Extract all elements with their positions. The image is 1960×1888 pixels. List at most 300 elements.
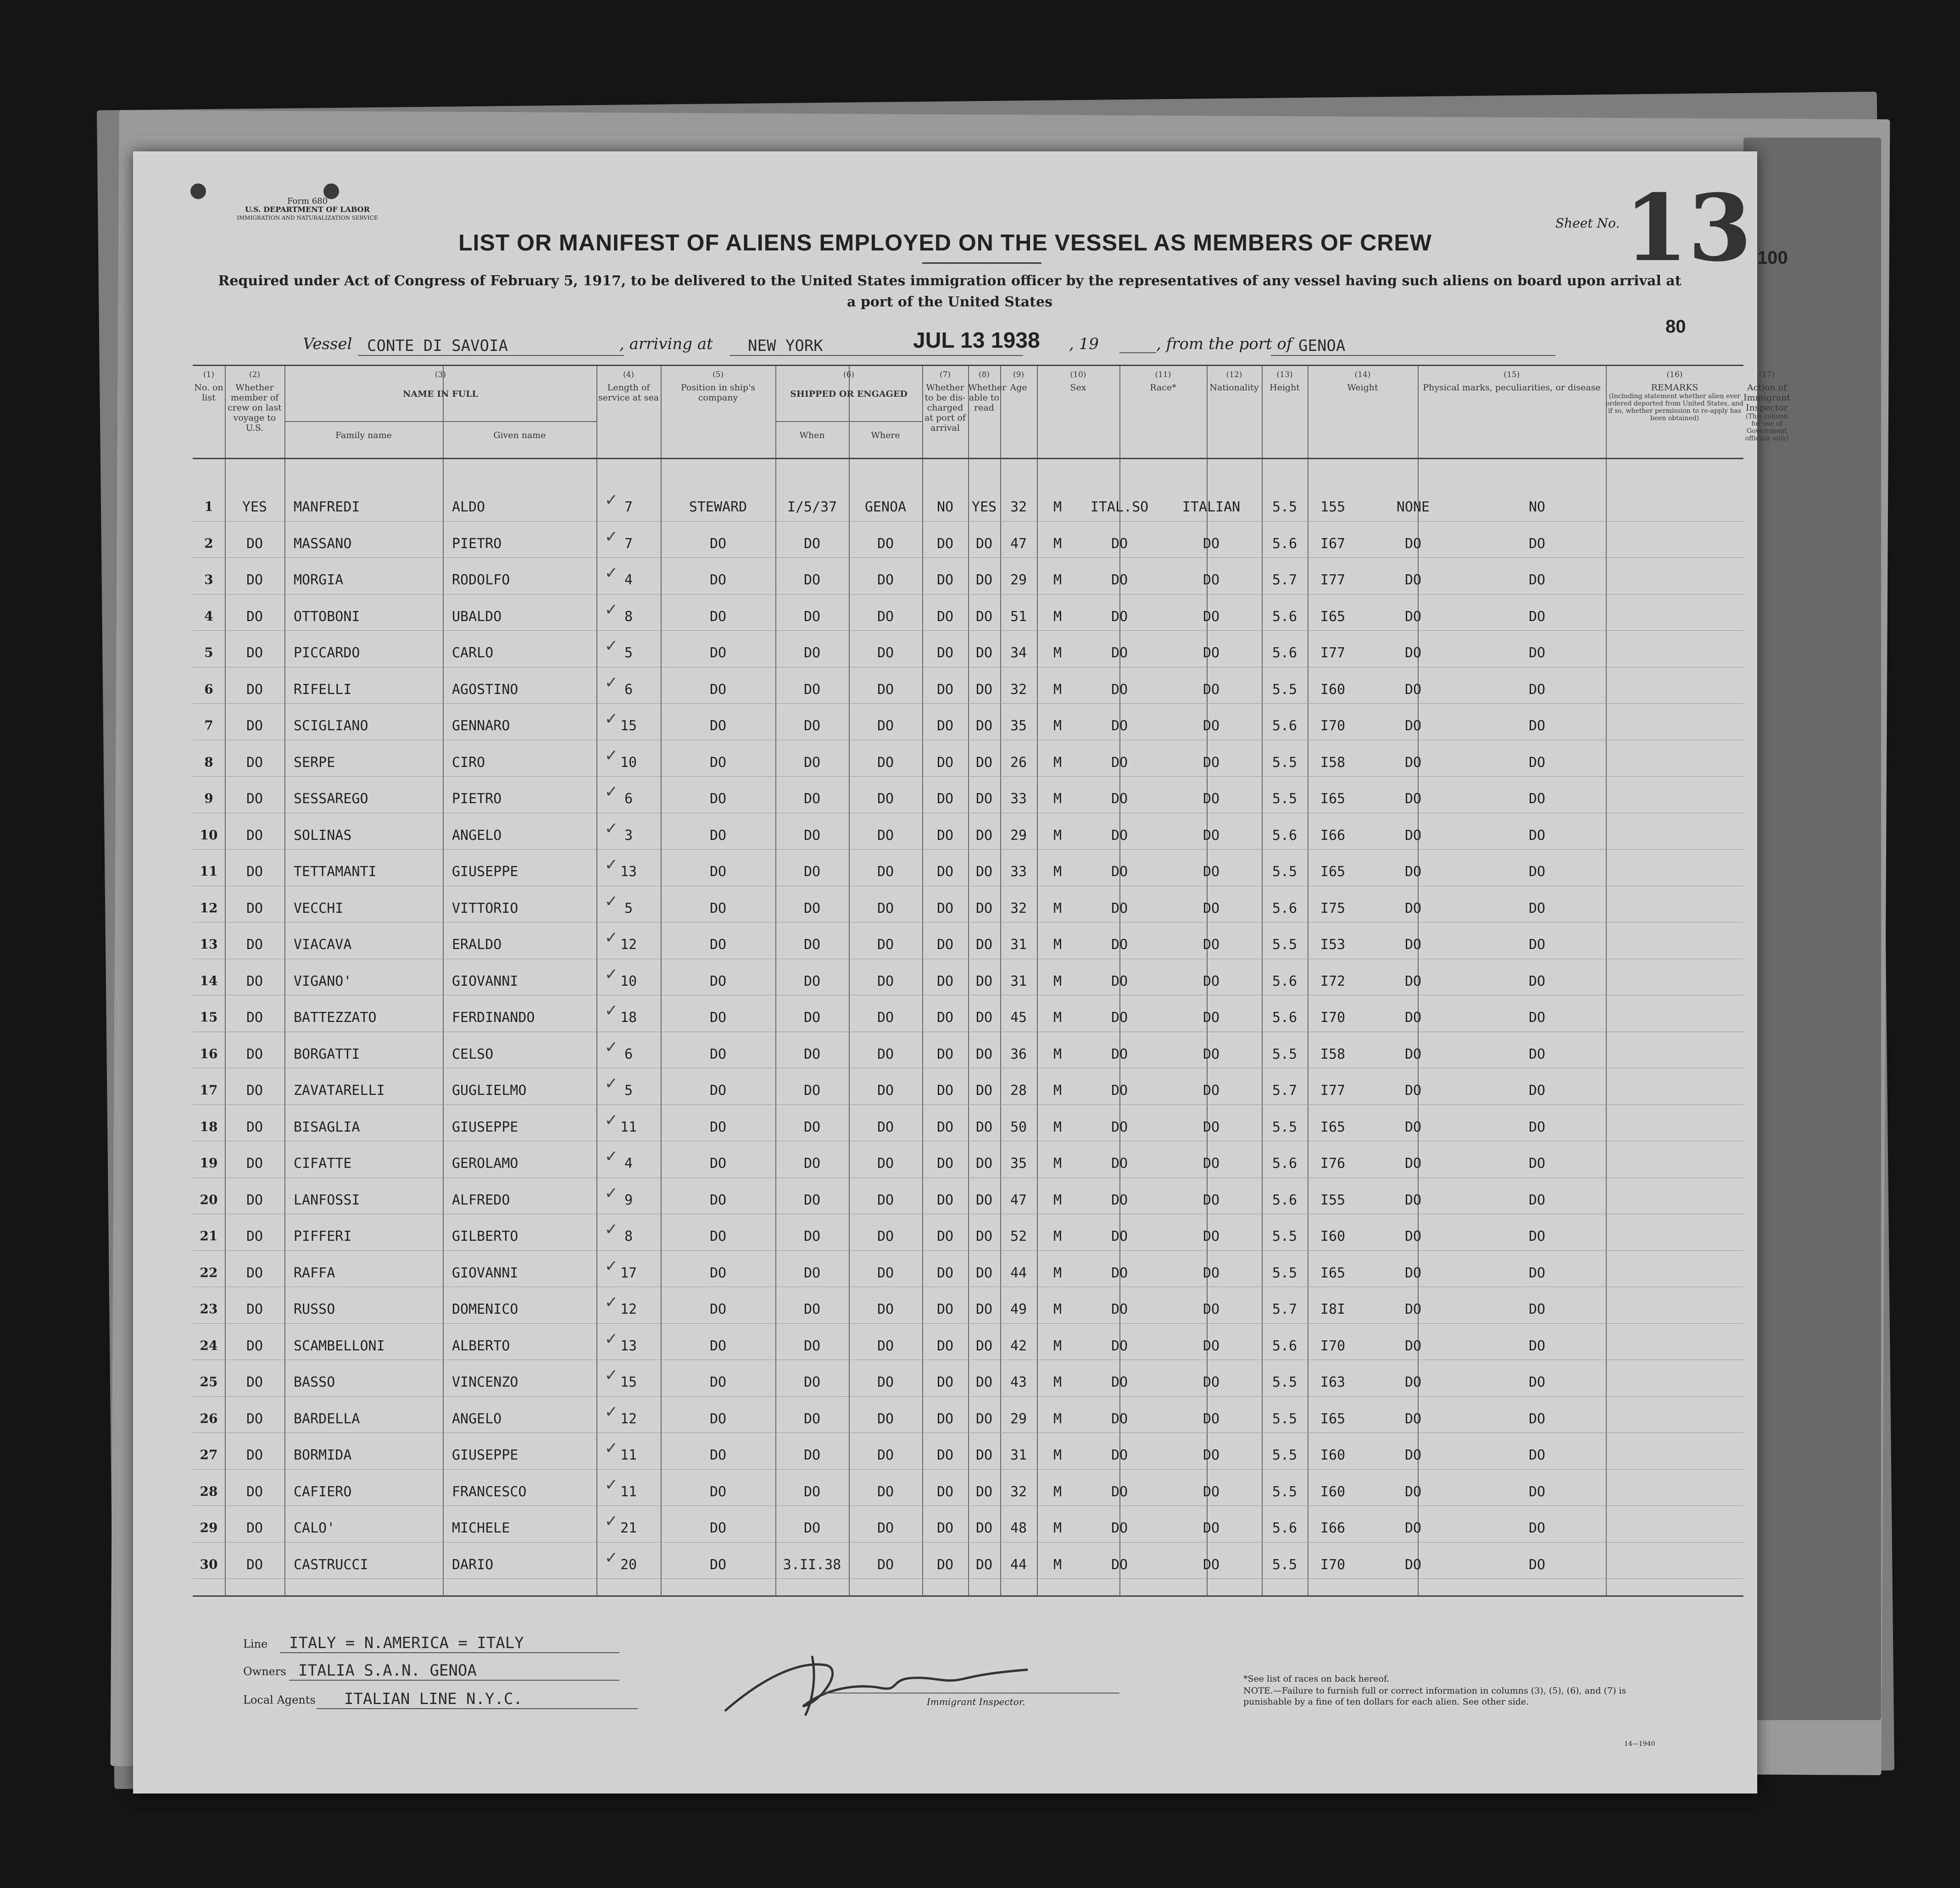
cell-no: 4 — [204, 608, 213, 624]
cell-read: DO — [975, 754, 993, 771]
cell-where: DO — [877, 1374, 894, 1390]
check-mark-icon: ✓ — [606, 1327, 617, 1349]
cell-no: 22 — [200, 1265, 218, 1280]
cell-position: DO — [709, 1520, 727, 1536]
cell-given: ANGELO — [452, 1410, 502, 1427]
cell-when: DO — [803, 864, 821, 880]
table-row — [193, 525, 1743, 572]
cell-sex: M — [1053, 572, 1062, 588]
cell-service: 15 — [620, 1374, 637, 1390]
cell-family: RAFFA — [294, 1265, 335, 1281]
cell-family: VIGANO' — [294, 973, 352, 989]
cell-given: RODOLFO — [452, 572, 510, 588]
column-subheader: Given name — [493, 430, 546, 440]
cell-read: DO — [975, 1374, 993, 1390]
cell-prev: DO — [246, 1265, 263, 1281]
cell-age: 49 — [1010, 1301, 1027, 1317]
column-label: Nationality — [1209, 383, 1259, 393]
cell-age: 48 — [1010, 1520, 1027, 1536]
cell-prev: DO — [246, 1520, 263, 1536]
table-row — [193, 598, 1743, 645]
cell-age: 31 — [1010, 973, 1027, 989]
check-mark-icon: ✓ — [606, 1182, 617, 1203]
cell-age: 32 — [1010, 681, 1027, 698]
table-row — [193, 854, 1743, 900]
cell-marks: DO — [1404, 754, 1422, 771]
cell-marks: DO — [1404, 1046, 1422, 1062]
cell-remarks: DO — [1528, 1046, 1546, 1062]
cell-read: DO — [975, 1010, 993, 1026]
cell-sex: M — [1053, 1046, 1062, 1062]
check-mark-icon: ✓ — [606, 1218, 617, 1239]
cell-service: 10 — [620, 754, 637, 771]
cell-position: DO — [709, 1119, 727, 1135]
cell-remarks: DO — [1528, 681, 1546, 698]
sheet-label: Sheet No. — [1555, 216, 1620, 231]
cell-weight: 155 — [1320, 499, 1346, 515]
cell-family: MORGIA — [294, 572, 344, 588]
cell-position: DO — [709, 1301, 727, 1317]
cell-given: PIETRO — [452, 791, 502, 807]
cell-where: DO — [877, 1301, 894, 1317]
cell-marks: DO — [1404, 864, 1422, 880]
cell-race: DO — [1111, 608, 1128, 625]
cell-age: 29 — [1010, 827, 1027, 844]
cell-service: 8 — [624, 1228, 633, 1244]
cell-nationality: DO — [1203, 1010, 1220, 1026]
cell-remarks: DO — [1528, 535, 1546, 552]
cell-nationality: ITALIAN — [1182, 499, 1241, 515]
cell-when: DO — [803, 791, 821, 807]
cell-nationality: DO — [1203, 1374, 1220, 1390]
cell-race: DO — [1111, 1301, 1128, 1317]
cell-given: CELSO — [452, 1046, 494, 1062]
cell-when: DO — [803, 1301, 821, 1317]
subheader-rule — [284, 421, 596, 422]
cell-position: DO — [709, 1556, 727, 1573]
cell-service: 18 — [620, 1010, 637, 1026]
cell-sex: M — [1053, 1010, 1062, 1026]
column-label: Sex — [1070, 383, 1086, 393]
cell-marks: DO — [1404, 1155, 1422, 1172]
column-number: (5) — [712, 370, 724, 379]
cell-prev: DO — [246, 973, 263, 989]
from-label: , from the port of — [1156, 335, 1292, 353]
cell-height: 5.6 — [1272, 608, 1297, 625]
cell-discharged: DO — [936, 973, 954, 989]
manifest-sheet — [133, 151, 1791, 1794]
cell-height: 5.6 — [1272, 1155, 1297, 1172]
cell-height: 5.5 — [1272, 791, 1297, 807]
check-mark-icon: ✓ — [606, 489, 617, 510]
cell-height: 5.5 — [1272, 1046, 1297, 1062]
from-port: GENOA — [1271, 337, 1555, 356]
cell-remarks: DO — [1528, 1410, 1546, 1427]
cell-no: 2 — [204, 535, 213, 551]
cell-read: DO — [975, 535, 993, 552]
cell-age: 32 — [1010, 900, 1027, 916]
cell-position: DO — [709, 827, 727, 844]
cell-weight: I77 — [1320, 572, 1346, 588]
cell-no: 1 — [204, 499, 213, 514]
table-row — [193, 963, 1743, 1010]
cell-prev: DO — [246, 1447, 263, 1463]
cell-no: 26 — [200, 1410, 218, 1426]
cell-height: 5.5 — [1272, 864, 1297, 880]
table-row — [193, 671, 1743, 718]
cell-height: 5.6 — [1272, 718, 1297, 734]
cell-family: MASSANO — [294, 535, 352, 552]
cell-weight: I75 — [1320, 900, 1346, 916]
cell-when: DO — [803, 1192, 821, 1208]
cell-age: 33 — [1010, 791, 1027, 807]
column-header — [661, 370, 775, 403]
cell-nationality: DO — [1203, 900, 1220, 916]
cell-nationality: DO — [1203, 1083, 1220, 1099]
cell-discharged: DO — [936, 645, 954, 661]
cell-service: 6 — [624, 681, 633, 698]
cell-prev: DO — [246, 754, 263, 771]
cell-sex: M — [1053, 754, 1062, 771]
cell-prev: DO — [246, 900, 263, 916]
check-mark-icon: ✓ — [606, 635, 617, 656]
cell-race: DO — [1111, 864, 1128, 880]
cell-position: DO — [709, 1338, 727, 1354]
cell-no: 10 — [200, 827, 218, 843]
cell-height: 5.5 — [1272, 1483, 1297, 1500]
cell-given: ALDO — [452, 499, 485, 515]
cell-service: 7 — [624, 499, 633, 515]
cell-weight: I77 — [1320, 1083, 1346, 1099]
cell-marks: DO — [1404, 900, 1422, 916]
cell-marks: DO — [1404, 1374, 1422, 1390]
cell-family: LANFOSSI — [294, 1192, 360, 1208]
cell-family: SESSAREGO — [294, 791, 368, 807]
cell-sex: M — [1053, 535, 1062, 552]
cell-no: 21 — [200, 1228, 218, 1244]
column-header — [775, 370, 922, 399]
arriving-port: NEW YORK — [729, 337, 1023, 356]
cell-marks: DO — [1404, 1010, 1422, 1026]
cell-race: DO — [1111, 1192, 1128, 1208]
cell-no: 27 — [200, 1447, 218, 1462]
table-row — [193, 1145, 1743, 1192]
cell-where: DO — [877, 1046, 894, 1062]
cell-sex: M — [1053, 1410, 1062, 1427]
cell-where: DO — [877, 1119, 894, 1135]
cell-prev: DO — [246, 1155, 263, 1172]
cell-service: 9 — [624, 1192, 633, 1208]
cell-service: 5 — [624, 645, 633, 661]
cell-marks: DO — [1404, 1447, 1422, 1463]
cell-given: GIUSEPPE — [452, 1119, 518, 1135]
cell-given: GIUSEPPE — [452, 1447, 518, 1463]
cell-height: 5.5 — [1272, 1556, 1297, 1573]
cell-height: 5.5 — [1272, 681, 1297, 698]
vessel-label: Vessel — [303, 335, 352, 353]
cell-position: DO — [709, 1410, 727, 1427]
cell-read: DO — [975, 1520, 993, 1536]
cell-read: DO — [975, 608, 993, 625]
cell-read: DO — [975, 1083, 993, 1099]
cell-service: 6 — [624, 1046, 633, 1062]
column-subheader: Where — [871, 430, 900, 440]
cell-marks: DO — [1404, 1083, 1422, 1099]
check-mark-icon: ✓ — [606, 671, 617, 693]
column-number: (8) — [978, 370, 990, 379]
owners-value: ITALIA S.A.N. GENOA — [289, 1661, 619, 1681]
cell-where: DO — [877, 827, 894, 844]
cell-race: DO — [1111, 791, 1128, 807]
cell-where: DO — [877, 1410, 894, 1427]
column-label: Action of Immigrant Inspector — [1743, 383, 1791, 413]
cell-when: DO — [803, 681, 821, 698]
cell-position: DO — [709, 608, 727, 625]
cell-age: 28 — [1010, 1083, 1027, 1099]
column-label: REMARKS — [1651, 383, 1698, 393]
cell-read: DO — [975, 1410, 993, 1427]
cell-no: 3 — [204, 572, 213, 587]
check-mark-icon: ✓ — [606, 963, 617, 984]
page-subtitle: Required under Act of Congress of February 5, 1917, to be delivered to the United States immigration officer by the representatives of any vessel having such aliens on board upon arrival at a port of the United States — [218, 273, 1682, 310]
cell-height: 5.6 — [1272, 1010, 1297, 1026]
cell-nationality: DO — [1203, 1265, 1220, 1281]
cell-discharged: DO — [936, 1155, 954, 1172]
check-mark-icon: ✓ — [606, 525, 617, 547]
cell-race: DO — [1111, 1447, 1128, 1463]
cell-no: 23 — [200, 1301, 218, 1316]
column-label: Whether to be dis-charged at port of arrival — [924, 383, 966, 433]
cell-when: DO — [803, 1410, 821, 1427]
cell-age: 32 — [1010, 499, 1027, 515]
cell-weight: I63 — [1320, 1374, 1346, 1390]
cell-remarks: DO — [1528, 1520, 1546, 1536]
cell-race: DO — [1111, 937, 1128, 953]
cell-remarks: DO — [1528, 1265, 1546, 1281]
cell-read: DO — [975, 1447, 993, 1463]
cell-position: DO — [709, 1228, 727, 1244]
cell-given: CARLO — [452, 645, 494, 661]
cell-sex: M — [1053, 608, 1062, 625]
cell-discharged: DO — [936, 1410, 954, 1427]
table-row — [193, 744, 1743, 791]
cell-no: 9 — [204, 791, 213, 806]
cell-given: UBALDO — [452, 608, 502, 625]
column-label: Height — [1270, 383, 1300, 393]
cell-position: DO — [709, 1374, 727, 1390]
cell-service: 4 — [624, 572, 633, 588]
cell-remarks: DO — [1528, 1483, 1546, 1500]
cell-position: DO — [709, 754, 727, 771]
cell-age: 29 — [1010, 572, 1027, 588]
cell-read: DO — [975, 900, 993, 916]
cell-service: 12 — [620, 1301, 637, 1317]
column-label: NAME IN FULL — [403, 389, 478, 399]
cell-where: DO — [877, 1192, 894, 1208]
cell-remarks: DO — [1528, 1010, 1546, 1026]
cell-where: DO — [877, 1265, 894, 1281]
cell-when: 3.II.38 — [783, 1556, 841, 1573]
table-row — [193, 817, 1743, 864]
races-note: *See list of races on back hereof. — [1243, 1674, 1390, 1684]
cell-remarks: NO — [1528, 499, 1546, 515]
cell-sex: M — [1053, 791, 1062, 807]
sheet-number: 13 — [1624, 174, 1752, 282]
column-label: Race* — [1150, 383, 1176, 393]
cell-discharged: DO — [936, 864, 954, 880]
cell-when: DO — [803, 535, 821, 552]
year-blank — [1119, 352, 1156, 353]
check-mark-icon: ✓ — [606, 1109, 617, 1130]
column-header — [1207, 370, 1262, 393]
cell-race: DO — [1111, 1083, 1128, 1099]
table-row — [193, 1473, 1743, 1521]
cell-weight: I53 — [1320, 937, 1346, 953]
column-number: (9) — [1013, 370, 1025, 379]
cell-race: DO — [1111, 1520, 1128, 1536]
cell-discharged: DO — [936, 718, 954, 734]
cell-weight: I65 — [1320, 1265, 1346, 1281]
column-number: (17) — [1759, 370, 1775, 379]
cell-sex: M — [1053, 900, 1062, 916]
cell-nationality: DO — [1203, 937, 1220, 953]
cell-height: 5.5 — [1272, 499, 1297, 515]
cell-age: 47 — [1010, 1192, 1027, 1208]
cell-remarks: DO — [1528, 1228, 1546, 1244]
cell-height: 5.7 — [1272, 572, 1297, 588]
cell-discharged: DO — [936, 827, 954, 844]
column-number: (4) — [623, 370, 635, 379]
cell-race: DO — [1111, 1410, 1128, 1427]
date-stamp: JUL 13 1938 — [913, 328, 1040, 353]
cell-read: DO — [975, 1046, 993, 1062]
agents-label: Local Agents — [243, 1694, 316, 1706]
cell-position: DO — [709, 1010, 727, 1026]
check-mark-icon: ✓ — [606, 708, 617, 729]
cell-sex: M — [1053, 1083, 1062, 1099]
cell-race: DO — [1111, 827, 1128, 844]
cell-marks: DO — [1404, 973, 1422, 989]
cell-prev: DO — [246, 791, 263, 807]
form-header — [188, 197, 427, 222]
cell-discharged: DO — [936, 1265, 954, 1281]
cell-no: 24 — [200, 1338, 218, 1353]
cell-race: DO — [1111, 1483, 1128, 1500]
cell-marks: DO — [1404, 1338, 1422, 1354]
cell-nationality: DO — [1203, 608, 1220, 625]
cell-height: 5.6 — [1272, 1338, 1297, 1354]
cell-given: GEROLAMO — [452, 1155, 518, 1172]
cell-discharged: DO — [936, 1556, 954, 1573]
cell-discharged: DO — [936, 900, 954, 916]
cell-prev: DO — [246, 535, 263, 552]
cell-weight: I8I — [1320, 1301, 1346, 1317]
cell-read: DO — [975, 681, 993, 698]
cell-given: ALFREDO — [452, 1192, 510, 1208]
cell-height: 5.6 — [1272, 1192, 1297, 1208]
cell-when: DO — [803, 1083, 821, 1099]
cell-discharged: DO — [936, 1338, 954, 1354]
cell-read: DO — [975, 973, 993, 989]
cell-age: 50 — [1010, 1119, 1027, 1135]
cell-sex: M — [1053, 1556, 1062, 1573]
column-number: (15) — [1503, 370, 1520, 379]
cell-age: 29 — [1010, 1410, 1027, 1427]
cell-remarks: DO — [1528, 973, 1546, 989]
cell-prev: DO — [246, 1483, 263, 1500]
cell-race: DO — [1111, 572, 1128, 588]
cell-nationality: DO — [1203, 827, 1220, 844]
cell-race: DO — [1111, 645, 1128, 661]
cell-weight: I70 — [1320, 1338, 1346, 1354]
cell-when: DO — [803, 718, 821, 734]
cell-given: ALBERTO — [452, 1338, 510, 1354]
agents-value: ITALIAN LINE N.Y.C. — [317, 1690, 638, 1709]
cell-given: ERALDO — [452, 937, 502, 953]
cell-when: DO — [803, 1447, 821, 1463]
cell-marks: DO — [1404, 1119, 1422, 1135]
cell-marks: DO — [1404, 827, 1422, 844]
cell-prev: DO — [246, 608, 263, 625]
cell-when: DO — [803, 1228, 821, 1244]
cell-no: 16 — [200, 1046, 218, 1061]
cell-read: DO — [975, 718, 993, 734]
cell-no: 17 — [200, 1083, 218, 1098]
cell-position: DO — [709, 1483, 727, 1500]
cell-prev: YES — [242, 499, 267, 515]
table-row — [193, 1510, 1743, 1557]
cell-when: DO — [803, 937, 821, 953]
cell-when: DO — [803, 754, 821, 771]
cell-given: FRANCESCO — [452, 1483, 527, 1500]
cell-remarks: DO — [1528, 864, 1546, 880]
cell-remarks: DO — [1528, 1155, 1546, 1172]
cell-height: 5.6 — [1272, 535, 1297, 552]
cell-race: DO — [1111, 1119, 1128, 1135]
column-subheader: When — [799, 430, 825, 440]
cell-family: PIFFERI — [294, 1228, 352, 1244]
check-mark-icon: ✓ — [606, 1072, 617, 1094]
cell-marks: DO — [1404, 1410, 1422, 1427]
cell-marks: DO — [1404, 681, 1422, 698]
cell-nationality: DO — [1203, 973, 1220, 989]
cell-where: DO — [877, 754, 894, 771]
table-row — [193, 635, 1743, 682]
cell-sex: M — [1053, 1265, 1062, 1281]
cell-weight: I60 — [1320, 1483, 1346, 1500]
cell-discharged: DO — [936, 572, 954, 588]
cell-family: CAFIERO — [294, 1483, 352, 1500]
cell-position: DO — [709, 791, 727, 807]
cell-age: 34 — [1010, 645, 1027, 661]
table-row — [193, 927, 1743, 973]
cell-weight: I65 — [1320, 1410, 1346, 1427]
cell-family: RUSSO — [294, 1301, 335, 1317]
cell-age: 31 — [1010, 937, 1027, 953]
cell-family: CASTRUCCI — [294, 1556, 368, 1573]
line-value: ITALY = N.AMERICA = ITALY — [280, 1634, 619, 1653]
cell-sex: M — [1053, 499, 1062, 515]
cell-discharged: DO — [936, 754, 954, 771]
cell-when: DO — [803, 1374, 821, 1390]
column-label: Weight — [1347, 383, 1378, 393]
column-header — [284, 370, 596, 399]
cell-family: SCAMBELLONI — [294, 1338, 385, 1354]
column-label: Length of service at sea — [598, 383, 659, 403]
cell-read: DO — [975, 1556, 993, 1573]
cell-remarks: DO — [1528, 827, 1546, 844]
inspector-signature — [707, 1651, 1051, 1725]
